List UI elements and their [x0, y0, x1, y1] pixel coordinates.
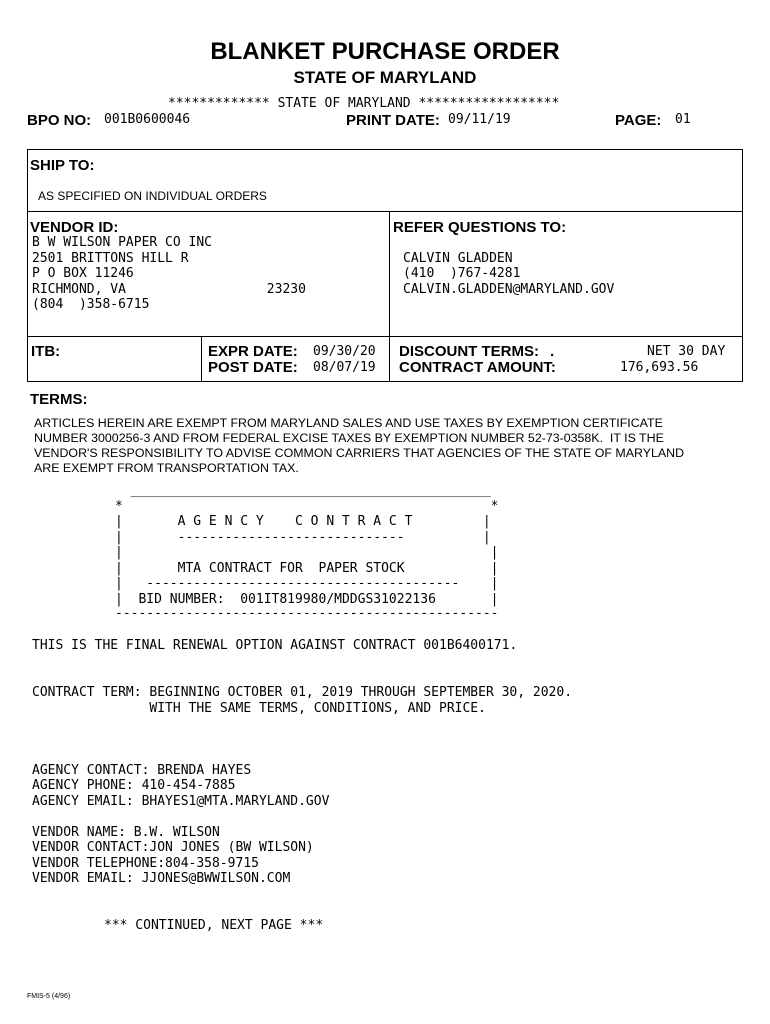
- contract-amount-value: 176,693.56: [620, 360, 699, 375]
- box-left-border: [27, 149, 28, 382]
- bpo-number: 001B0600046: [104, 112, 191, 127]
- terms-label: TERMS:: [30, 391, 88, 408]
- vendor-id-label: VENDOR ID:: [30, 219, 119, 236]
- terms-line: NUMBER 3000256-3 AND FROM FEDERAL EXCISE TAXES BY EXEMPTION NUMBER 52-73-0358K. IT IS THE: [34, 431, 664, 445]
- page-label: PAGE:: [615, 112, 662, 129]
- agency-contact-line: AGENCY CONTACT: BRENDA HAYES: [32, 763, 252, 778]
- vendor-line: B W WILSON PAPER CO INC: [32, 235, 213, 250]
- vendor-contact-line: VENDOR NAME: B.W. WILSON: [32, 825, 220, 840]
- vendor-line: (804 )358-6715: [32, 297, 150, 312]
- agency-contract-box-line: | BID NUMBER: 001IT819980/MDDGS31022136 |: [115, 592, 499, 607]
- print-date-value: 09/11/19: [448, 112, 511, 127]
- print-date-label: PRINT DATE:: [346, 112, 440, 129]
- itb-label: ITB:: [31, 343, 61, 360]
- agency-contact-line: AGENCY PHONE: 410-454-7885: [32, 778, 236, 793]
- bpo-label: BPO NO:: [27, 112, 92, 129]
- expr-date-label: EXPR DATE:: [208, 343, 298, 360]
- ship-to-value: AS SPECIFIED ON INDIVIDUAL ORDERS: [38, 189, 267, 203]
- refer-questions-label: REFER QUESTIONS TO:: [393, 219, 567, 236]
- document-title: BLANKET PURCHASE ORDER: [210, 38, 560, 65]
- contract-term-line: WITH THE SAME TERMS, CONDITIONS, AND PRICE.: [32, 701, 486, 716]
- post-date-label: POST DATE:: [208, 359, 298, 376]
- vendor-line: P O BOX 11246: [32, 266, 134, 281]
- discount-terms-label: DISCOUNT TERMS:: [399, 343, 539, 360]
- vendor-refer-divider: [389, 211, 390, 382]
- box-bottom-border: [27, 381, 743, 382]
- agency-contract-box-line: ______________________________________________: [115, 483, 491, 498]
- page-number: 01: [675, 112, 691, 127]
- vendor-line: RICHMOND, VA 23230: [32, 282, 306, 297]
- box-top-border: [27, 149, 743, 150]
- terms-line: ARTICLES HEREIN ARE EXEMPT FROM MARYLAND SALES AND USE TAXES BY EXEMPTION CERTIFICATE: [34, 416, 663, 430]
- agency-contract-box-line: | A G E N C Y C O N T R A C T |: [115, 514, 491, 529]
- terms-line: VENDOR'S RESPONSIBILITY TO ADVISE COMMON CARRIERS THAT AGENCIES OF THE STATE OF MARYLAND: [34, 446, 685, 460]
- ship-to-label: SHIP TO:: [30, 157, 95, 174]
- vendor-contact-line: VENDOR TELEPHONE:804-358-9715: [32, 856, 259, 871]
- discount-terms-dot: .: [550, 343, 555, 360]
- expr-date-value: 09/30/20: [313, 344, 376, 359]
- refer-line: (410 )767-4281: [403, 266, 521, 281]
- continued-note: *** CONTINUED, NEXT PAGE ***: [104, 918, 324, 933]
- agency-contact-line: AGENCY EMAIL: BHAYES1@MTA.MARYLAND.GOV: [32, 794, 330, 809]
- agency-contract-box-line: -------------------------------------------------: [115, 606, 499, 621]
- discount-terms-value: NET 30 DAY: [647, 344, 726, 359]
- state-banner: ************* STATE OF MARYLAND ******************: [168, 96, 560, 111]
- vendor-contact-line: VENDOR EMAIL: JJONES@BWWILSON.COM: [32, 871, 291, 886]
- document-subtitle: STATE OF MARYLAND: [293, 68, 477, 87]
- agency-contract-box-line: | ---------------------------------------- |: [115, 576, 499, 591]
- post-date-value: 08/07/19: [313, 360, 376, 375]
- box-right-border: [742, 149, 743, 382]
- refer-line: CALVIN.GLADDEN@MARYLAND.GOV: [403, 282, 615, 297]
- vendor-line: 2501 BRITTONS HILL R: [32, 251, 189, 266]
- contract-term-line: CONTRACT TERM: BEGINNING OCTOBER 01, 2019 THROUGH SEPTEMBER 30, 2020.: [32, 685, 573, 700]
- form-id: FMIS-5 (4/96): [27, 993, 71, 1000]
- contract-amount-label: CONTRACT AMOUNT:: [399, 359, 556, 376]
- vendor-contact-line: VENDOR CONTACT:JON JONES (BW WILSON): [32, 840, 314, 855]
- agency-contract-box-line: | MTA CONTRACT FOR PAPER STOCK |: [115, 561, 499, 576]
- vendor-divider: [27, 336, 743, 337]
- agency-contract-box-line: | |: [115, 545, 499, 560]
- renewal-note: THIS IS THE FINAL RENEWAL OPTION AGAINST CONTRACT 001B6400171.: [32, 638, 518, 653]
- terms-line: ARE EXEMPT FROM TRANSPORTATION TAX.: [34, 461, 299, 475]
- itb-dates-divider: [201, 336, 202, 382]
- agency-contract-box-line: * *: [115, 499, 499, 514]
- agency-contract-box-line: | ----------------------------- |: [115, 530, 491, 545]
- ship-to-divider: [27, 211, 743, 212]
- refer-line: CALVIN GLADDEN: [403, 251, 513, 266]
